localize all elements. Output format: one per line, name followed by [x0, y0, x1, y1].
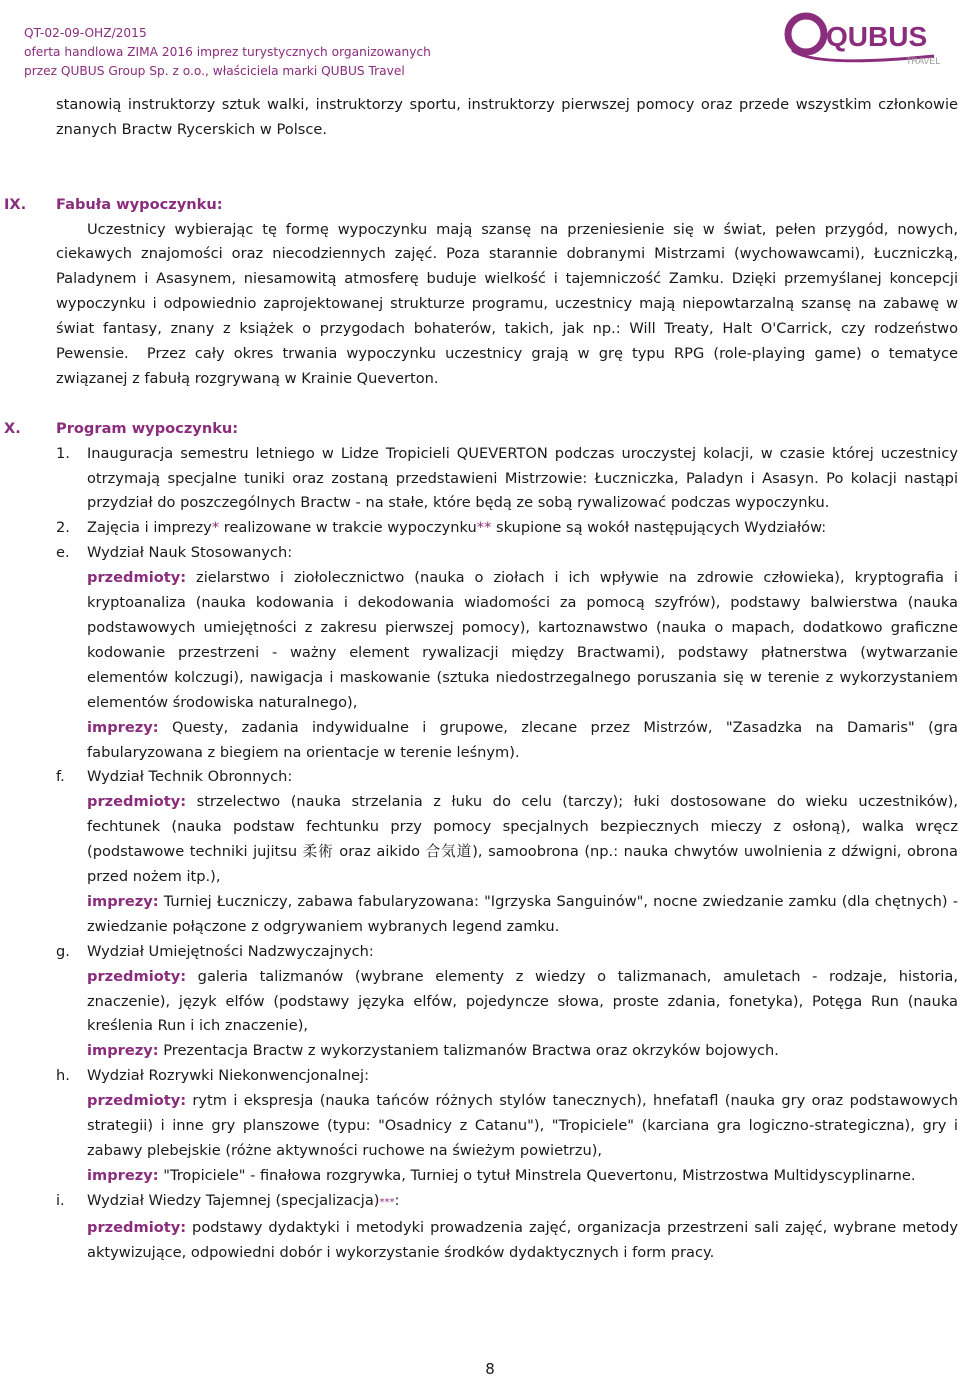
faculty-f-title: Wydział Technik Obronnych:	[87, 768, 293, 786]
section-ix-title: Fabuła wypoczynku:	[56, 195, 223, 213]
page-number: 8	[485, 1360, 495, 1378]
section-ix	[4, 193, 958, 392]
faculty-i: i. Wydział Wiedzy Tajemnej (specjalizacja)***: przedmioty: podstawy dydaktyki i metodyki prowadzenia zajęć, organizacja przestrzeni sali zajęć, wybrane metody aktywizujące, odpowiedni dobór i wykorzystanie środków dydaktycznych i form pracy.	[56, 1189, 958, 1266]
story-paragraph-1: Uczestnicy wybierając tę formę wypoczynku mają szansę na przeniesienie się w świat, pełen przygód, nowych, ciekawych znajomości oraz niecodziennych zajęć. Poza starannie dobranymi Mistrzami (wychowawcami), Łuczniczką, Paladynem i Asasynem, niesamowitą atmosferę buduje wielkość i tajemniczość Zamku. Dzięki przemyślanej koncepcji wypoczynku i odpowiednio zaprojektowanej strukturze programu, uczestnicy mają niepowtarzalną szansę na zabawę w świat fantasy, znany z książek o przygodach bohaterów, takich, jak np.: Will Treaty, Halt O'Carrick, czy rodzeństwo Pewensie.	[56, 220, 958, 363]
section-x-number: X.	[4, 419, 21, 437]
faculty-i-subjects: przedmioty: podstawy dydaktyki i metodyki prowadzenia zajęć, organizacja przestrzeni sali zajęć, wybrane metody aktywizujące, odpowiedni dobór i wykorzystanie środków dydaktycznych i form pracy.	[87, 1218, 958, 1261]
faculty-f: f. Wydział Technik Obronnych: przedmioty: strzelectwo (nauka strzelania z łuku do celu (tarczy); łuki dostosowane do wieku uczestników), fechtunek (nauka podstaw fechtunku przy pomocy specjalnych bezpiecznych mieczy z osłoną), walka wręcz (podstawowe techniki jujitsu 柔術 oraz aikido 合気道), samoobrona (np.: nauka chwytów uwolnienia z dźwigni, obrona przed nożem itp.), imprezy: Turniej Łuczniczy, zabawa fabularyzowana: "Igrzyska Sanguinów", nocne zwiedzanie zamku (dla chętnych) - zwiedzanie połączone z odgrywaniem wybranych legend zamku.	[56, 765, 958, 939]
faculty-g-subjects: przedmioty: galeria talizmanów (wybrane elementy z wiedzy o talizmanach, amuletach - rodzaje, historia, znaczenie), język elfów (podstawy języka elfów, pojedyncze słowa, proste zdania, fonetyka), Potęga Run (nauka kreślenia Run i ich znaczenie),	[87, 967, 958, 1035]
faculty-i-title: Wydział Wiedzy Tajemnej (specjalizacja)***:	[87, 1191, 400, 1209]
program-item-2: 2. Zajęcia i imprezy* realizowane w trakcie wypoczynku** skupione są wokół następujących Wydziałów:	[56, 519, 827, 537]
faculty-f-events: imprezy: Turniej Łuczniczy, zabawa fabularyzowana: "Igrzyska Sanguinów", nocne zwiedzanie zamku (dla chętnych) - zwiedzanie połączone z odgrywaniem wybranych legend zamku.	[87, 892, 958, 935]
faculty-h: h. Wydział Rozrywki Niekonwencjonalnej: przedmioty: rytm i ekspresja (nauka tańców różnych stylów tanecznych), hnefatafl (nauka gry oraz podstawowych strategii) i inne gry planszowe (typu: "Osadnicy z Catanu"), "Tropiciele" (karciana gra logiczno-strategiczna), gry i zabawy plebejskie (różne aktywności ruchowe na świeżym powietrzu), imprezy: "Tropiciele" - finałowa rozgrywka, Turniej o tytuł Minstrela Quevertonu, Mistrzostwa Multidyscyplinarne.	[56, 1064, 958, 1189]
faculty-g: g. Wydział Umiejętności Nadzwyczajnych: przedmioty: galeria talizmanów (wybrane elementy z wiedzy o talizmanach, amuletach - rodzaje, historia, znaczenie), język elfów (podstawy języka elfów, pojedyncze słowa, proste zdania, fonetyka), Potęga Run (nauka kreślenia Run i ich znaczenie), imprezy: Prezentacja Bractw z wykorzystaniem talizmanów Bractwa oraz okrzyków bojowych.	[56, 940, 958, 1065]
header-info	[24, 24, 431, 81]
program-item-1: 1. Inauguracja semestru letniego w Lidze Tropicieli QUEVERTON podczas uroczystej kolacji, w czasie której uczestnicy otrzymają specjalne tuniki oraz zostaną przedstawieni Mistrzowie: Łuczniczka, Paladyn i Asasyn. Po kolacji nastąpi przydział do poszczególnych Bractw - na stałe, które będą ze sobą rywalizować podczas wypoczynku.	[56, 444, 958, 512]
offer-line: oferta handlowa ZIMA 2016 imprez turystycznych organizowanych	[24, 45, 431, 59]
logo-text: QUBUS	[826, 21, 928, 52]
faculty-f-subjects: przedmioty: strzelectwo (nauka strzelania z łuku do celu (tarczy); łuki dostosowane do wieku uczestników), fechtunek (nauka podstaw fechtunku przy pomocy specjalnych bezpiecznych mieczy z osłoną), walka wręcz (podstawowe techniki jujitsu 柔術 oraz aikido 合気道), samoobrona (np.: nauka chwytów uwolnienia z dźwigni, obrona przed nożem itp.),	[87, 793, 958, 886]
faculty-h-subjects: przedmioty: rytm i ekspresja (nauka tańców różnych stylów tanecznych), hnefatafl (nauka gry oraz podstawowych strategii) i inne gry planszowe (typu: "Osadnicy z Catanu"), "Tropiciele" (karciana gra logiczno-strategiczna), gry i zabawy plebejskie (różne aktywności ruchowe na świeżym powietrzu),	[87, 1092, 958, 1160]
page-header	[24, 21, 944, 84]
logo-subtext: TRAVEL	[906, 56, 941, 66]
faculty-e-title: Wydział Nauk Stosowanych:	[87, 544, 293, 562]
faculty-h-events: imprezy: "Tropiciele" - finałowa rozgrywka, Turniej o tytuł Minstrela Quevertonu, Mistrzostwa Multidyscyplinarne.	[87, 1166, 916, 1184]
qubus-logo	[784, 6, 944, 70]
story-paragraph-2: Przez cały okres trwania wypoczynku uczestnicy grają w grę typu RPG (role-playing game) o tematyce związanej z fabułą rozgrywaną w Krainie Queverton.	[56, 345, 958, 387]
faculty-g-title: Wydział Umiejętności Nadzwyczajnych:	[87, 942, 374, 960]
company-line: przez QUBUS Group Sp. z o.o., właściciela marki QUBUS Travel	[24, 64, 405, 78]
section-x-title: Program wypoczynku:	[56, 419, 239, 437]
document-code: QT-02-09-OHZ/2015	[24, 26, 147, 40]
section-ix-number: IX.	[4, 195, 27, 213]
page-content	[4, 93, 958, 1266]
intro-paragraph: stanowią instruktorzy sztuk walki, instruktorzy sportu, instruktorzy pierwszej pomocy oraz przede wszystkim członkowie znanych Bractw Rycerskich w Polsce.	[56, 96, 958, 138]
faculty-g-events: imprezy: Prezentacja Bractw z wykorzystaniem talizmanów Bractwa oraz okrzyków bojowych.	[87, 1042, 779, 1060]
section-x	[4, 417, 958, 1266]
faculty-h-title: Wydział Rozrywki Niekonwencjonalnej:	[87, 1067, 369, 1085]
faculty-e-events: imprezy: Questy, zadania indywidualne i grupowe, zlecane przez Mistrzów, "Zasadzka na Damaris" (gra fabularyzowana z biegiem na orientacje w terenie leśnym).	[87, 718, 958, 761]
faculty-e-subjects: przedmioty: zielarstwo i ziołolecznictwo (nauka o ziołach i ich wpływie na zdrowie człowieka), kryptografia i kryptoanaliza (nauka kodowania i dekodowania wiadomości za pomocą szyfrów), podstawy balwierstwa (nauka podstawowych umiejętności z zakresu pierwszej pomocy), kartoznawstwo (nauka o mapach, dodatkowo graficzne kodowanie przestrzeni - ważny element rywalizacji między Bractwami), podstawy płatnerstwa (wytwarzanie elementów kolczugi), nawigacja i maskowanie (sztuka niedostrzegalnego poruszania się w terenie z wykorzystaniem elementów środowiska naturalnego),	[87, 569, 958, 711]
faculty-e: e. Wydział Nauk Stosowanych: przedmioty: zielarstwo i ziołolecznictwo (nauka o ziołach i ich wpływie na zdrowie człowieka), kryptografia i kryptoanaliza (nauka kodowania i dekodowania wiadomości za pomocą szyfrów), podstawy balwierstwa (nauka podstawowych umiejętności z zakresu pierwszej pomocy), kartoznawstwo (nauka o mapach, dodatkowo graficzne kodowanie przestrzeni - ważny element rywalizacji między Bractwami), podstawy płatnerstwa (wytwarzanie elementów kolczugi), nawigacja i maskowanie (sztuka niedostrzegalnego poruszania się w terenie z wykorzystaniem elementów środowiska naturalnego), imprezy: Questy, zadania indywidualne i grupowe, zlecane przez Mistrzów, "Zasadzka na Damaris" (gra fabularyzowana z biegiem na orientacje w terenie leśnym).	[56, 541, 958, 765]
